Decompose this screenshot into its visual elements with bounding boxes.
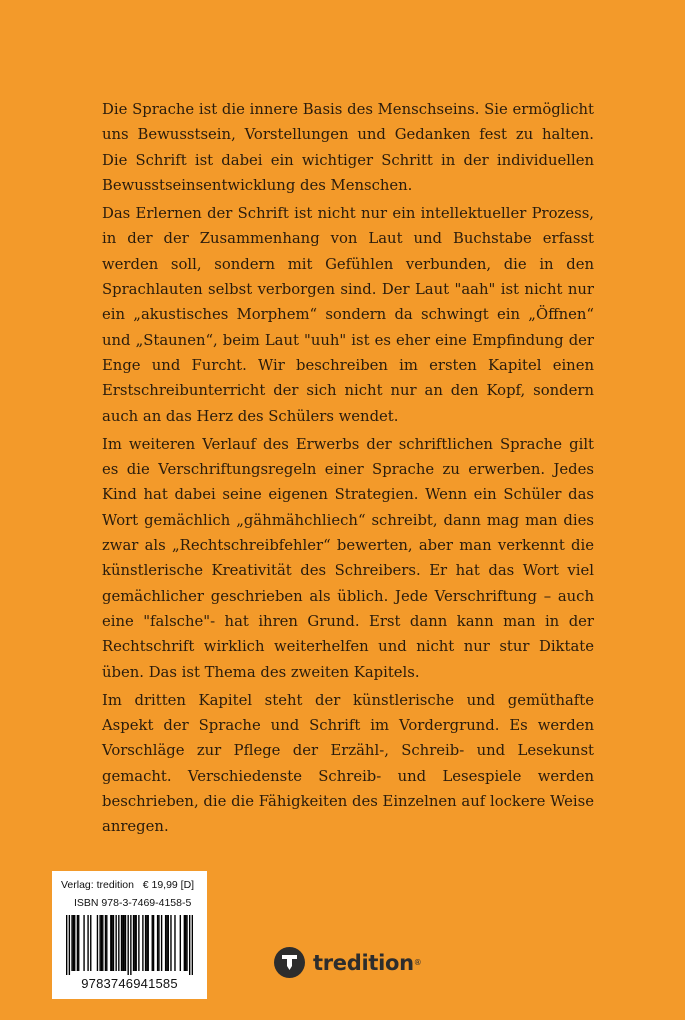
barcode-bar [161, 915, 162, 971]
isbn-label: ISBN 978-3-7469-4158-5 [74, 897, 192, 909]
barcode-bar [184, 915, 185, 971]
barcode-bar [122, 915, 123, 971]
barcode-bar [123, 915, 124, 971]
barcode-bar [192, 915, 193, 975]
barcode-bar [134, 915, 135, 971]
barcode-bar [180, 915, 181, 971]
barcode-bar [145, 915, 146, 971]
barcode-bar [127, 915, 128, 975]
publisher-price-line [61, 879, 194, 891]
blurb-paragraph-3: Im weiteren Verlauf des Erwerbs der schriftlichen Sprache gilt es die Verschriftungsregeln einer Sprache zu erwerben. Jedes Kind hat dabei seine eigenen Strategien. Wenn ein Schüler das Wort gemächlich „gähmähchliech“ schreibt, dann mag man dies zwar als „Rechtschreibfehler“ bewerten, aber man verkennt die künstlerische Kreativität des Schreibers. Er hat das Wort viel gemächlicher geschrieben als üblich. Jede Verschriftung – auch eine "falsche"- hat ihren Grund. Erst dann kann man in der Rechtschrift wirklich weiterhelfen und nicht nur stur Diktate üben. Das ist Thema des zweiten Kapitels. [102, 435, 594, 681]
price-label: € 19,99 [D] [142, 879, 195, 891]
barcode-bar [146, 915, 147, 971]
barcode-bar [152, 915, 153, 971]
barcode-bar [158, 915, 159, 971]
barcode-bar [130, 915, 131, 975]
barcode-bar [99, 915, 100, 971]
barcode-bar [142, 915, 143, 971]
barcode-bar [77, 915, 78, 971]
barcode-bar [74, 915, 75, 971]
barcode-bar [87, 915, 88, 971]
barcode-bar [186, 915, 187, 971]
barcode-bar [136, 915, 137, 971]
barcode-bar [113, 915, 114, 971]
barcode-bar [170, 915, 171, 971]
registered-mark: ® [413, 958, 422, 967]
blurb-paragraph-2: Das Erlernen der Schrift ist nicht nur ein intellektueller Prozess, in der der Zusammenhang von Laut und Buchstabe erfasst werden soll, sondern mit Gefühlen verbunden, die in den Sprachlauten selbst verborgen sind. Der Laut "aah" ist nicht nur ein „akustisches Morphem“ sondern da schwingt ein „Öffnen“ und „Staunen“, beim Laut "uuh" ist es eher eine Empfindung der Enge und Furcht. Wir beschreiben im ersten Kapitel einen Erstschreibunterricht der sich nicht nur an den Kopf, sondern auch an das Herz des Schülers wendet. [102, 205, 594, 425]
barcode-bar [115, 915, 116, 971]
barcode-bar [166, 915, 167, 971]
barcode-bar [101, 915, 102, 971]
barcode-bar [185, 915, 186, 971]
barcode-bar [71, 915, 72, 971]
barcode-bar [125, 915, 126, 971]
barcode-bar [168, 915, 169, 971]
barcode-bar [102, 915, 103, 971]
barcode-bar [157, 915, 158, 971]
barcode-bar [73, 915, 74, 971]
barcode-bar [189, 915, 190, 975]
publisher-label: Verlag: tredition [61, 879, 134, 891]
barcode-bar [90, 915, 91, 971]
barcode-bar [118, 915, 119, 971]
barcode-bar [111, 915, 112, 971]
barcode-bar [121, 915, 122, 971]
ean-digits: 9783746941585 [81, 976, 178, 991]
barcode-bar [69, 915, 70, 975]
barcode-bar [78, 915, 79, 971]
isbn-barcode-box [52, 871, 207, 999]
barcode-bar [174, 915, 175, 971]
barcode-bar [138, 915, 139, 971]
barcode-bar [97, 915, 98, 971]
barcode-bar [148, 915, 149, 971]
publisher-logo [274, 947, 422, 978]
barcode-bar [66, 915, 67, 975]
barcode-bar [165, 915, 166, 971]
barcode-bar [106, 915, 107, 971]
barcode-bar [110, 915, 111, 971]
barcode-bar [153, 915, 154, 971]
blurb-paragraph-4: Im dritten Kapitel steht der künstlerische und gemüthafte Aspekt der Sprache und Schrift im Vordergrund. Es werden Vorschläge zur Pflege der Erzähl-, Schreib- und Lesekunst gemacht. Verschiedenste Schreib- und Lesespiele werden beschrieben, die die Fähigkeiten des Einzelnen auf lockere Weise anregen. [102, 691, 594, 836]
tredition-t-icon [274, 947, 305, 978]
barcode-bars [66, 915, 193, 975]
barcode-bar [83, 915, 84, 971]
barcode-bar [133, 915, 134, 971]
barcode-bar [105, 915, 106, 971]
publisher-name: tredition [313, 950, 414, 975]
blurb-paragraph-1: Die Sprache ist die innere Basis des Menschseins. Sie ermöglicht uns Bewusstsein, Vorstellungen und Gedanken fest zu halten. Die Schrift ist dabei ein wichtiger Schritt in der individuellen Bewusstseinsentwicklung des Menschen. [102, 101, 594, 194]
back-cover-blurb [102, 97, 594, 843]
